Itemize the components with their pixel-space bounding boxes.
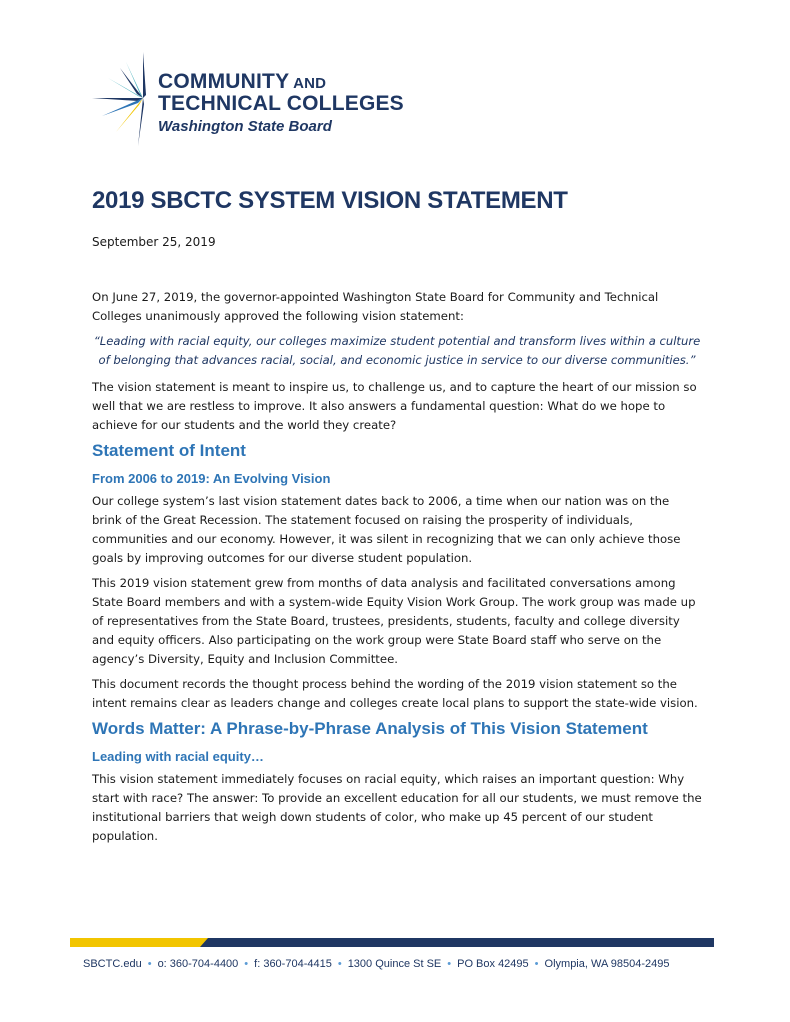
subheading-evolving-vision: From 2006 to 2019: An Evolving Vision xyxy=(92,471,331,486)
footer-street: 1300 Quince St SE xyxy=(347,958,442,970)
footer-office-phone: o: 360-704-4400 xyxy=(157,958,239,970)
footer-color-bar xyxy=(70,938,714,947)
paragraph: This 2019 vision statement grew from months of data analysis and facilitated conversations among State Board members and with a system-wide Equity Vision Work Group. The work group was made up of representatives from the State Board, trustees, presidents, students, faculty and college diversity and equity officers. Also participating on the work group were State Board staff who serve on the agency’s Diversity, Equity and Inclusion Committee. xyxy=(92,576,696,666)
subheading-racial-equity: Leading with racial equity… xyxy=(92,749,264,764)
purpose-paragraph: The vision statement is meant to inspire us, to challenge us, and to capture the heart of our mission so well that we are restless to improve. It also answers a fundamental question: What do we hope to achieve for our students and the world they create? xyxy=(92,380,697,432)
logo-line-board: Washington State Board xyxy=(158,118,332,135)
paragraph: Our college system’s last vision statement dates back to 2006, a time when our nation was on the brink of the Great Recession. The statement focused on raising the prosperity of individuals, communities and our economy. However, it was silent in recognizing that we can only achieve those goals by improving outcomes for our diverse student population. xyxy=(92,494,681,565)
footer-city: Olympia, WA 98504-2495 xyxy=(544,958,670,970)
footer-website[interactable]: SBCTC.edu xyxy=(83,958,142,970)
section-heading-intent: Statement of Intent xyxy=(92,441,246,460)
logo-line-technical: TECHNICAL COLLEGES xyxy=(158,92,404,115)
document-body xyxy=(92,288,702,852)
paragraph: This vision statement immediately focuses on racial equity, which raises an important question: Why start with race? The answer: To provide an excellent education for all our students, we must remove the institutional barriers that weigh down students of color, who make up 45 percent of our student population. xyxy=(92,772,702,843)
intro-paragraph: On June 27, 2019, the governor-appointed Washington State Board for Community and Technical Colleges unanimously approved the following vision statement: xyxy=(92,290,659,323)
section-heading-words-matter: Words Matter: A Phrase-by-Phrase Analysis of This Vision Statement xyxy=(92,719,648,738)
footer-pobox: PO Box 42495 xyxy=(457,958,529,970)
sbctc-logo xyxy=(88,50,404,150)
document-date: September 25, 2019 xyxy=(92,235,216,249)
vision-quote: “Leading with racial equity, our colleges maximize student potential and transform lives within a culture of belonging that advances racial, social, and economic justice in service to our diverse communities.” xyxy=(93,334,701,367)
footer-fax: f: 360-704-4415 xyxy=(254,958,332,970)
footer-contact: SBCTC.edu • o: 360-704-4400 • f: 360-704-4415 • 1300 Quince St SE • PO Box 42495 • Olympia, WA 98504-2495 xyxy=(83,958,670,970)
document-title: 2019 SBCTC SYSTEM VISION STATEMENT xyxy=(92,187,568,214)
paragraph: This document records the thought process behind the wording of the 2019 vision statement so the intent remains clear as leaders change and colleges create local plans to support the state-wide vision. xyxy=(92,677,698,710)
star-burst-icon xyxy=(88,50,158,150)
logo-line-community: COMMUNITY AND xyxy=(158,70,327,93)
